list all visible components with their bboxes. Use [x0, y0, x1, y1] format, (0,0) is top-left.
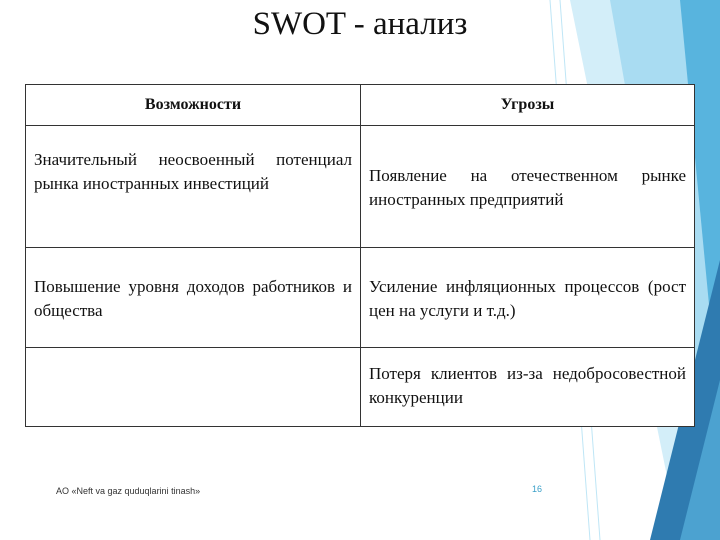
opportunity-cell-empty	[26, 348, 361, 427]
header-opportunities: Возможности	[26, 85, 361, 126]
threat-text: Потеря клиентов из-за недобросовестной конкуренции	[369, 364, 686, 407]
opportunity-cell	[26, 126, 361, 248]
swot-table	[25, 84, 695, 427]
opportunity-cell	[26, 248, 361, 348]
table-row	[26, 126, 695, 248]
threat-cell	[361, 248, 695, 348]
opportunity-text: Повышение уровня доходов работников и общества	[34, 277, 352, 320]
table-row	[26, 248, 695, 348]
threat-cell	[361, 348, 695, 427]
header-threats: Угрозы	[361, 85, 695, 126]
threat-text: Появление на отечественном рынке иностранных предприятий	[369, 166, 686, 209]
threat-text: Усиление инфляционных процессов (рост цен на услуги и т.д.)	[369, 277, 686, 320]
table-row	[26, 348, 695, 427]
opportunity-text: Значительный неосвоенный потенциал рынка иностранных инвестиций	[34, 150, 352, 193]
threat-cell	[361, 126, 695, 248]
opportunity-text	[34, 348, 352, 362]
table-header-row	[26, 85, 695, 126]
page-number: 16	[532, 484, 543, 494]
slide-footer: AO «Neft va gaz quduqlarini tinash»	[56, 486, 201, 496]
slide-title: SWOT - анализ	[252, 6, 468, 42]
